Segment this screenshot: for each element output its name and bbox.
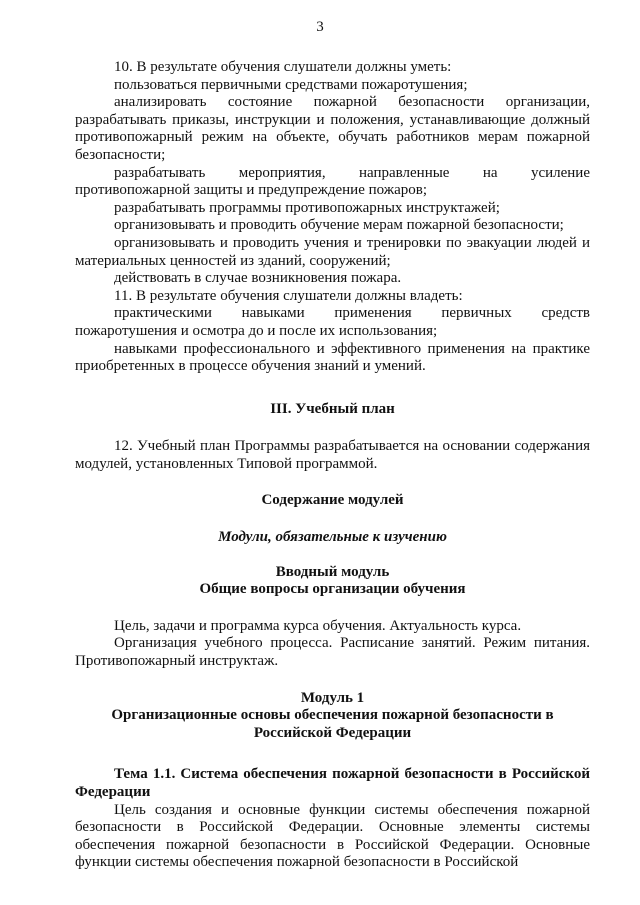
paragraph: пользоваться первичными средствами пожаротушения;: [114, 76, 468, 93]
paragraph: организовывать и проводить обучение мерам пожарной безопасности;: [114, 217, 564, 234]
paragraph: 12. Учебный план Программы разрабатывается на основании содержания модулей, установленных Типовой программой.: [75, 438, 590, 472]
modules-heading: Содержание модулей: [261, 492, 404, 509]
paragraph: Цель создания и основные функции системы обеспечения пожарной безопасности в Российской Федерации. Основные элементы системы обеспечения пожарной безопасности в Российской Федерации. Основные функции системы обеспечения пожарной безопасности в Российской: [75, 801, 590, 871]
section-heading: III. Учебный план: [270, 400, 395, 417]
topic-1-1-heading: Тема 1.1. Система обеспечения пожарной безопасности в Российской Федерации: [75, 766, 590, 800]
paragraph: анализировать состояние пожарной безопасности организации, разрабатывать приказы, инструкции и положения, устанавливающие должный противопожарный режим на объекте, обучать работников мерам пожарной безопасности;: [75, 94, 590, 163]
paragraph: Организация учебного процесса. Расписание занятий. Режим питания. Противопожарный инструктаж.: [75, 635, 590, 670]
intro-module-subtitle: Общие вопросы организации обучения: [199, 581, 466, 598]
module-1-title: Модуль 1: [300, 689, 365, 706]
module-1-subtitle: Организационные основы обеспечения пожарной безопасности в Российской Федерации: [111, 707, 554, 741]
paragraph: 10. В результате обучения слушатели должны уметь:: [114, 59, 452, 75]
paragraph: разрабатывать программы противопожарных инструктажей;: [114, 199, 500, 216]
paragraph: навыками профессионального и эффективного применения на практике приобретенных в процессе обучения знаний и умений.: [75, 340, 590, 375]
mandatory-modules-heading: Модули, обязательные к изучению: [218, 529, 447, 546]
intro-module-title: Вводный модуль: [275, 563, 390, 580]
page-number: 3: [316, 19, 324, 35]
paragraph: практическими навыками применения первичных средств пожаротушения и осмотра до и после их использования;: [75, 305, 590, 339]
paragraph: разрабатывать мероприятия, направленные на усиление противопожарной защиты и предупреждение пожаров;: [75, 164, 590, 199]
page-body: [75, 59, 590, 872]
paragraph: Цель, задачи и программа курса обучения. Актуальность курса.: [114, 617, 522, 634]
paragraph: действовать в случае возникновения пожара.: [114, 270, 402, 287]
paragraph: 11. В результате обучения слушатели должны владеть:: [114, 287, 463, 304]
paragraph: организовывать и проводить учения и тренировки по эвакуации людей и материальных ценностей из зданий, сооружений;: [75, 234, 590, 269]
